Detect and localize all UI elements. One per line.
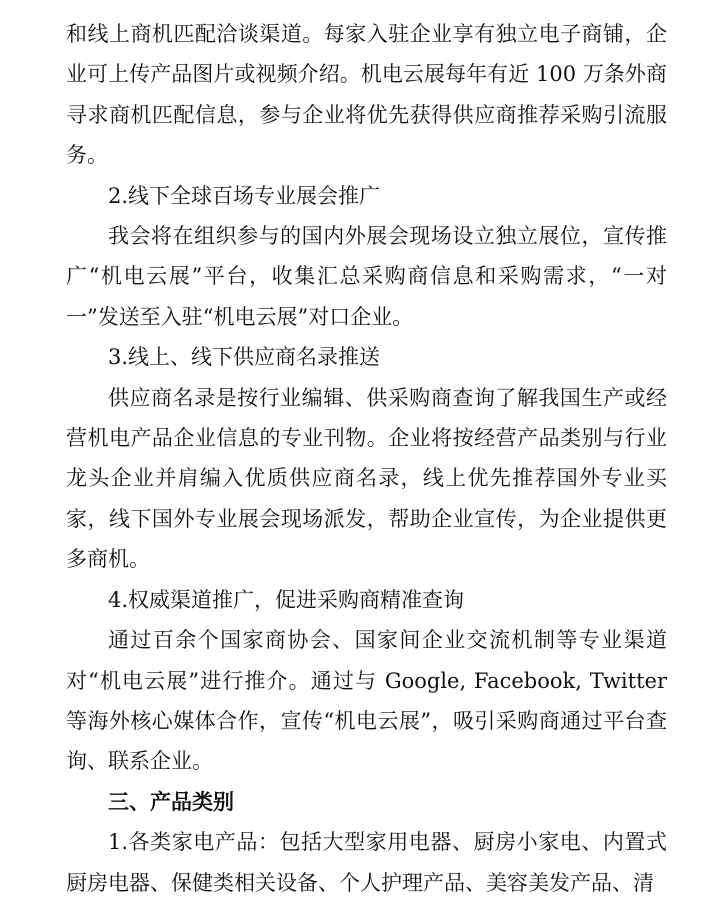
body-paragraph: 我会将在组织参与的国内外展会现场设立独立展位，宣传推广“机电云展”平台，收集汇总采购商信息和采购需求，“一对一”发送至入驻“机电云展”对口企业。 xyxy=(66,224,667,329)
body-paragraph: 1.各类家电产品：包括大型家用电器、厨房小家电、内置式厨房电器、保健类相关设备、个人护理产品、美容美发产品、清 xyxy=(66,830,667,895)
subheading-authoritative-channels: 4.权威渠道推广，促进采购商精准查询 xyxy=(108,587,465,612)
subheading-online-offline-expo: 2.线下全球百场专业展会推广 xyxy=(108,183,381,208)
body-paragraph: 通过百余个国家商协会、国家间企业交流机制等专业渠道对“机电云展”进行推介。通过与 Google, Facebook, Twitter 等海外核心媒体合作，宣传“机电云展”，吸引采购商通过平台查询、联系企业。 xyxy=(66,628,667,774)
body-paragraph: 供应商名录是按行业编辑、供采购商查询了解我国生产或经营机电产品企业信息的专业刊物。企业将按经营产品类别与行业龙头企业并肩编入优质供应商名录，线上优先推荐国外专业买家，线下国外专业展会现场派发，帮助企业宣传，为企业提供更多商机。 xyxy=(66,385,667,572)
subheading-supplier-directory: 3.线上、线下供应商名录推送 xyxy=(108,345,381,370)
body-paragraph: 和线上商机匹配洽谈渠道。每家入驻企业享有独立电子商铺，企业可上传产品图片或视频介绍。机电云展每年有近 100 万条外商寻求商机匹配信息，参与企业将优先获得供应商推荐采购引流服务。 xyxy=(66,22,667,168)
section-heading-product-categories: 三、产品类别 xyxy=(108,789,234,814)
